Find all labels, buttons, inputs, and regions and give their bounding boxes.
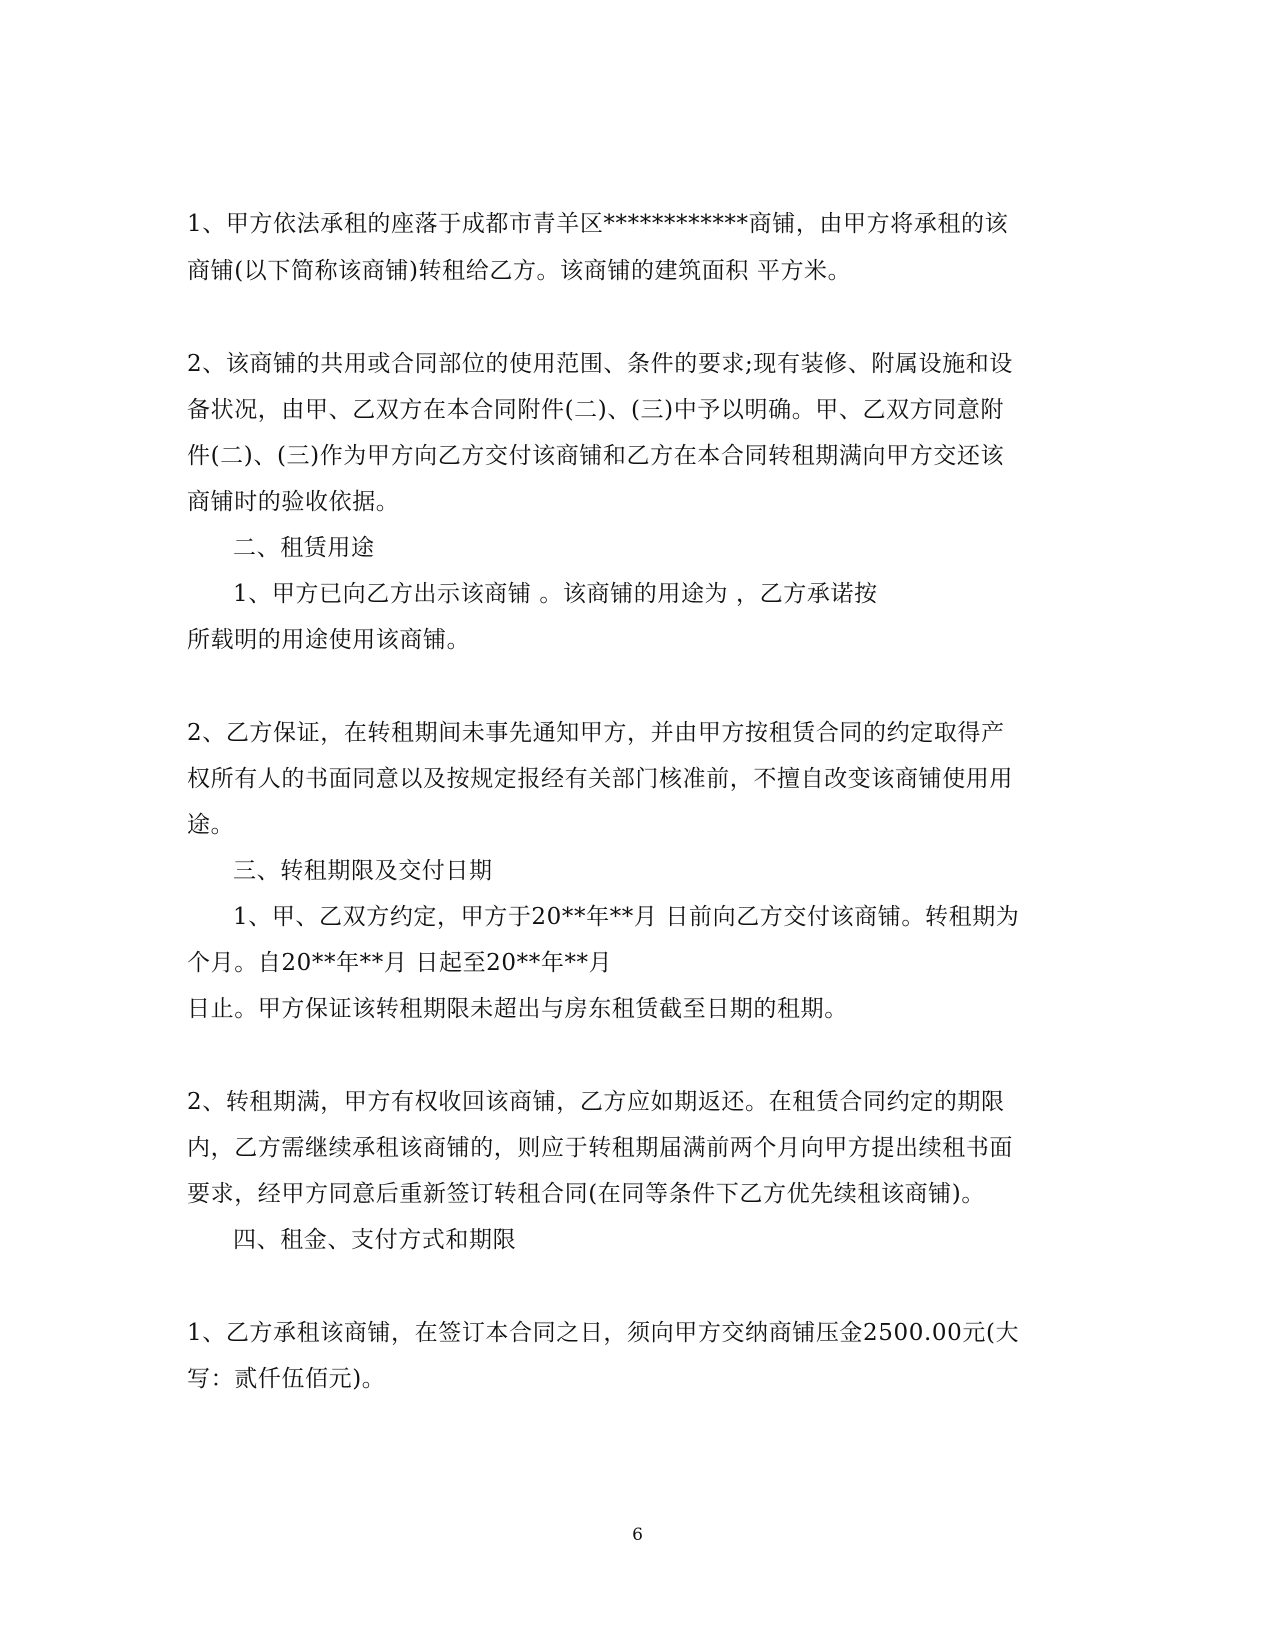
text-line: 备状况，由甲、乙双方在本合同附件(二)、(三)中予以明确。甲、乙双方同意附	[187, 397, 1005, 423]
text-line: 途。	[187, 812, 235, 838]
text-line: 商铺(以下简称该商铺)转租给乙方。该商铺的建筑面积 平方米。	[187, 258, 852, 284]
section-heading: 三、转租期限及交付日期	[233, 858, 493, 884]
text-line: 1、甲、乙双方约定，甲方于20**年**月 日前向乙方交付该商铺。转租期为	[233, 904, 1020, 930]
text-line: 1、乙方承租该商铺，在签订本合同之日，须向甲方交纳商铺压金2500.00元(大	[187, 1320, 1020, 1346]
text-line: 2、乙方保证，在转租期间未事先通知甲方，并由甲方按租赁合同的约定取得产	[187, 720, 1005, 746]
text-line: 内，乙方需继续承租该商铺的，则应于转租期届满前两个月向甲方提出续租书面	[187, 1135, 1013, 1161]
text-line: 所载明的用途使用该商铺。	[187, 627, 471, 653]
text-line: 写：贰仟伍佰元)。	[187, 1366, 386, 1392]
text-line: 2、转租期满，甲方有权收回该商铺，乙方应如期返还。在租赁合同约定的期限	[187, 1089, 1005, 1115]
text-line: 要求，经甲方同意后重新签订转租合同(在同等条件下乙方优先续租该商铺)。	[187, 1181, 985, 1207]
text-line: 商铺时的验收依据。	[187, 489, 400, 515]
text-line: 个月。自20**年**月 日起至20**年**月	[187, 950, 613, 976]
text-line: 件(二)、(三)作为甲方向乙方交付该商铺和乙方在本合同转租期满向甲方交还该	[187, 443, 1005, 469]
section-heading: 四、租金、支付方式和期限	[233, 1227, 517, 1253]
text-line: 2、该商铺的共用或合同部位的使用范围、条件的要求;现有装修、附属设施和设	[187, 351, 1013, 377]
text-line: 权所有人的书面同意以及按规定报经有关部门核准前，不擅自改变该商铺使用用	[187, 766, 1013, 792]
text-line: 1、甲方已向乙方出示该商铺 。该商铺的用途为 ，乙方承诺按	[233, 581, 878, 607]
section-heading: 二、租赁用途	[233, 535, 375, 561]
page-number: 6	[632, 1525, 643, 1545]
text-line: 1、甲方依法承租的座落于成都市青羊区************商铺，由甲方将承租的该	[187, 211, 1009, 237]
text-line: 日止。甲方保证该转租期限未超出与房东租赁截至日期的租期。	[187, 996, 848, 1022]
